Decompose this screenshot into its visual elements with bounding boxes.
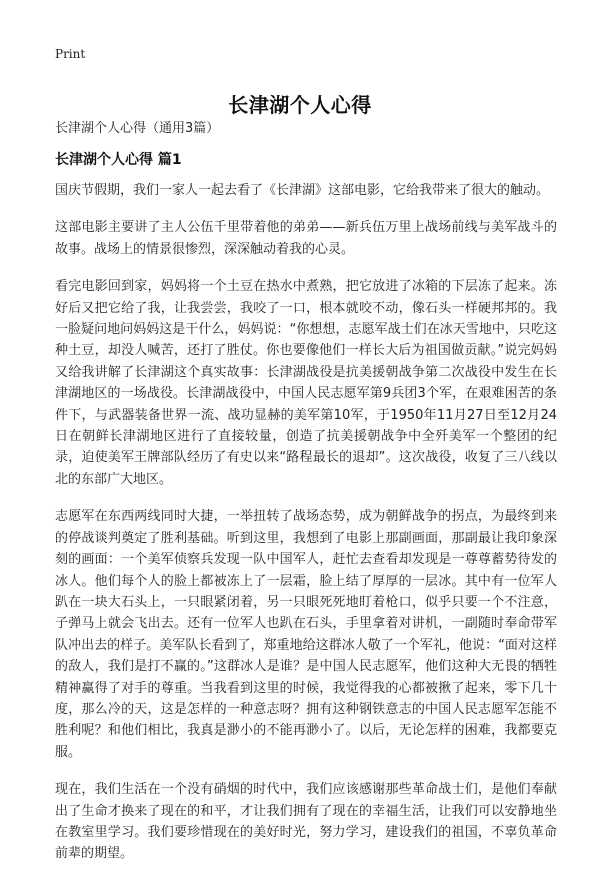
print-link[interactable]: Print <box>55 47 86 61</box>
paragraph: 这部电影主要讲了主人公伍千里带着他的弟弟——新兵伍万里上战场前线与美军战斗的故事。战场上的情景很惨烈，深深触动着我的心灵。 <box>55 220 557 257</box>
paragraph: 国庆节假期，我们一家人一起去看了《长津湖》这部电影，它给我带来了很大的触动。 <box>55 183 550 198</box>
body-text <box>55 180 557 881</box>
paragraph: 看完电影回到家，妈妈将一个土豆在热水中煮熟，把它放进了冰箱的下层冻了起来。冻好后又把它给了我，让我尝尝，我咬了一口，根本就咬不动，像石头一样硬邦邦的。我一脸疑问地问妈妈这是干什么，妈妈说：“你想想，志愿军战士们在冰天雪地中，只吃这种土豆，却没人喊苦，还打了胜仗。你也要像他们一样长大后为祖国做贡献。”说完妈妈又给我讲解了长津湖这个真实故事：长津湖战役是抗美援朝战争第二次战役中发生在长津湖地区的一场战役。长津湖战役中，中国人民志愿军第9兵团3个军，在艰难困苦的条件下，与武器装备世界一流、战功显赫的美军第10军，于1950年11月27日至12月24日在朝鲜长津湖地区进行了直接较量，创造了抗美援朝战争中全歼美军一个整团的纪录，迫使美军王牌部队经历了有史以来“路程最长的退却”。这次战役，收复了三八线以北的东部广大地区。 <box>55 279 557 487</box>
paragraph: 志愿军在东西两线同时大捷，一举扭转了战场态势，成为朝鲜战争的拐点，为最终到来的停战谈判奠定了胜利基础。听到这里，我想到了电影上那副画面，那副最让我印象深刻的画面：一个美军侦察兵发现一队中国军人，赶忙去查看却发现是一尊尊蓄势待发的冰人。他们每个人的脸上都被冻上了一层霜，脸上结了厚厚的一层冰。其中有一位军人趴在一块大石头上，一只眼紧闭着，另一只眼死死地盯着枪口，似乎只要一个不注意，子弹马上就会飞出去。还有一位军人也趴在石头，手里拿着对讲机，一副随时奉命带军队冲出去的样子。美军队长看到了，郑重地给这群冰人敬了一个军礼，他说：“面对这样的敌人，我们是打不赢的。”这群冰人是谁？是中国人民志愿军，他们这种大无畏的牺牲精神赢得了对手的尊重。当我看到这里的时候，我觉得我的心都被揪了起来，零下几十度，那么冷的天，这是怎样的一种意志呀？拥有这种钢铁意志的中国人民志愿军怎能不胜利呢？和他们相比，我真是渺小的不能再渺小了。以后，无论怎样的困难，我都要克服。 <box>55 509 557 760</box>
document-title: 长津湖个人心得 <box>228 93 372 118</box>
section-heading: 长津湖个人心得 篇1 <box>55 152 182 168</box>
document-subtitle: 长津湖个人心得（通用3篇） <box>55 121 220 136</box>
paragraph: 现在，我们生活在一个没有硝烟的时代中，我们应该感谢那些革命战士们，是他们奉献出了生命才换来了现在的和平，才让我们拥有了现在的幸福生活，让我们可以安静地坐在教室里学习。我们要珍惜现在的美好时光，努力学习，建设我们的祖国，不辜负革命前辈的期望。 <box>55 782 557 862</box>
